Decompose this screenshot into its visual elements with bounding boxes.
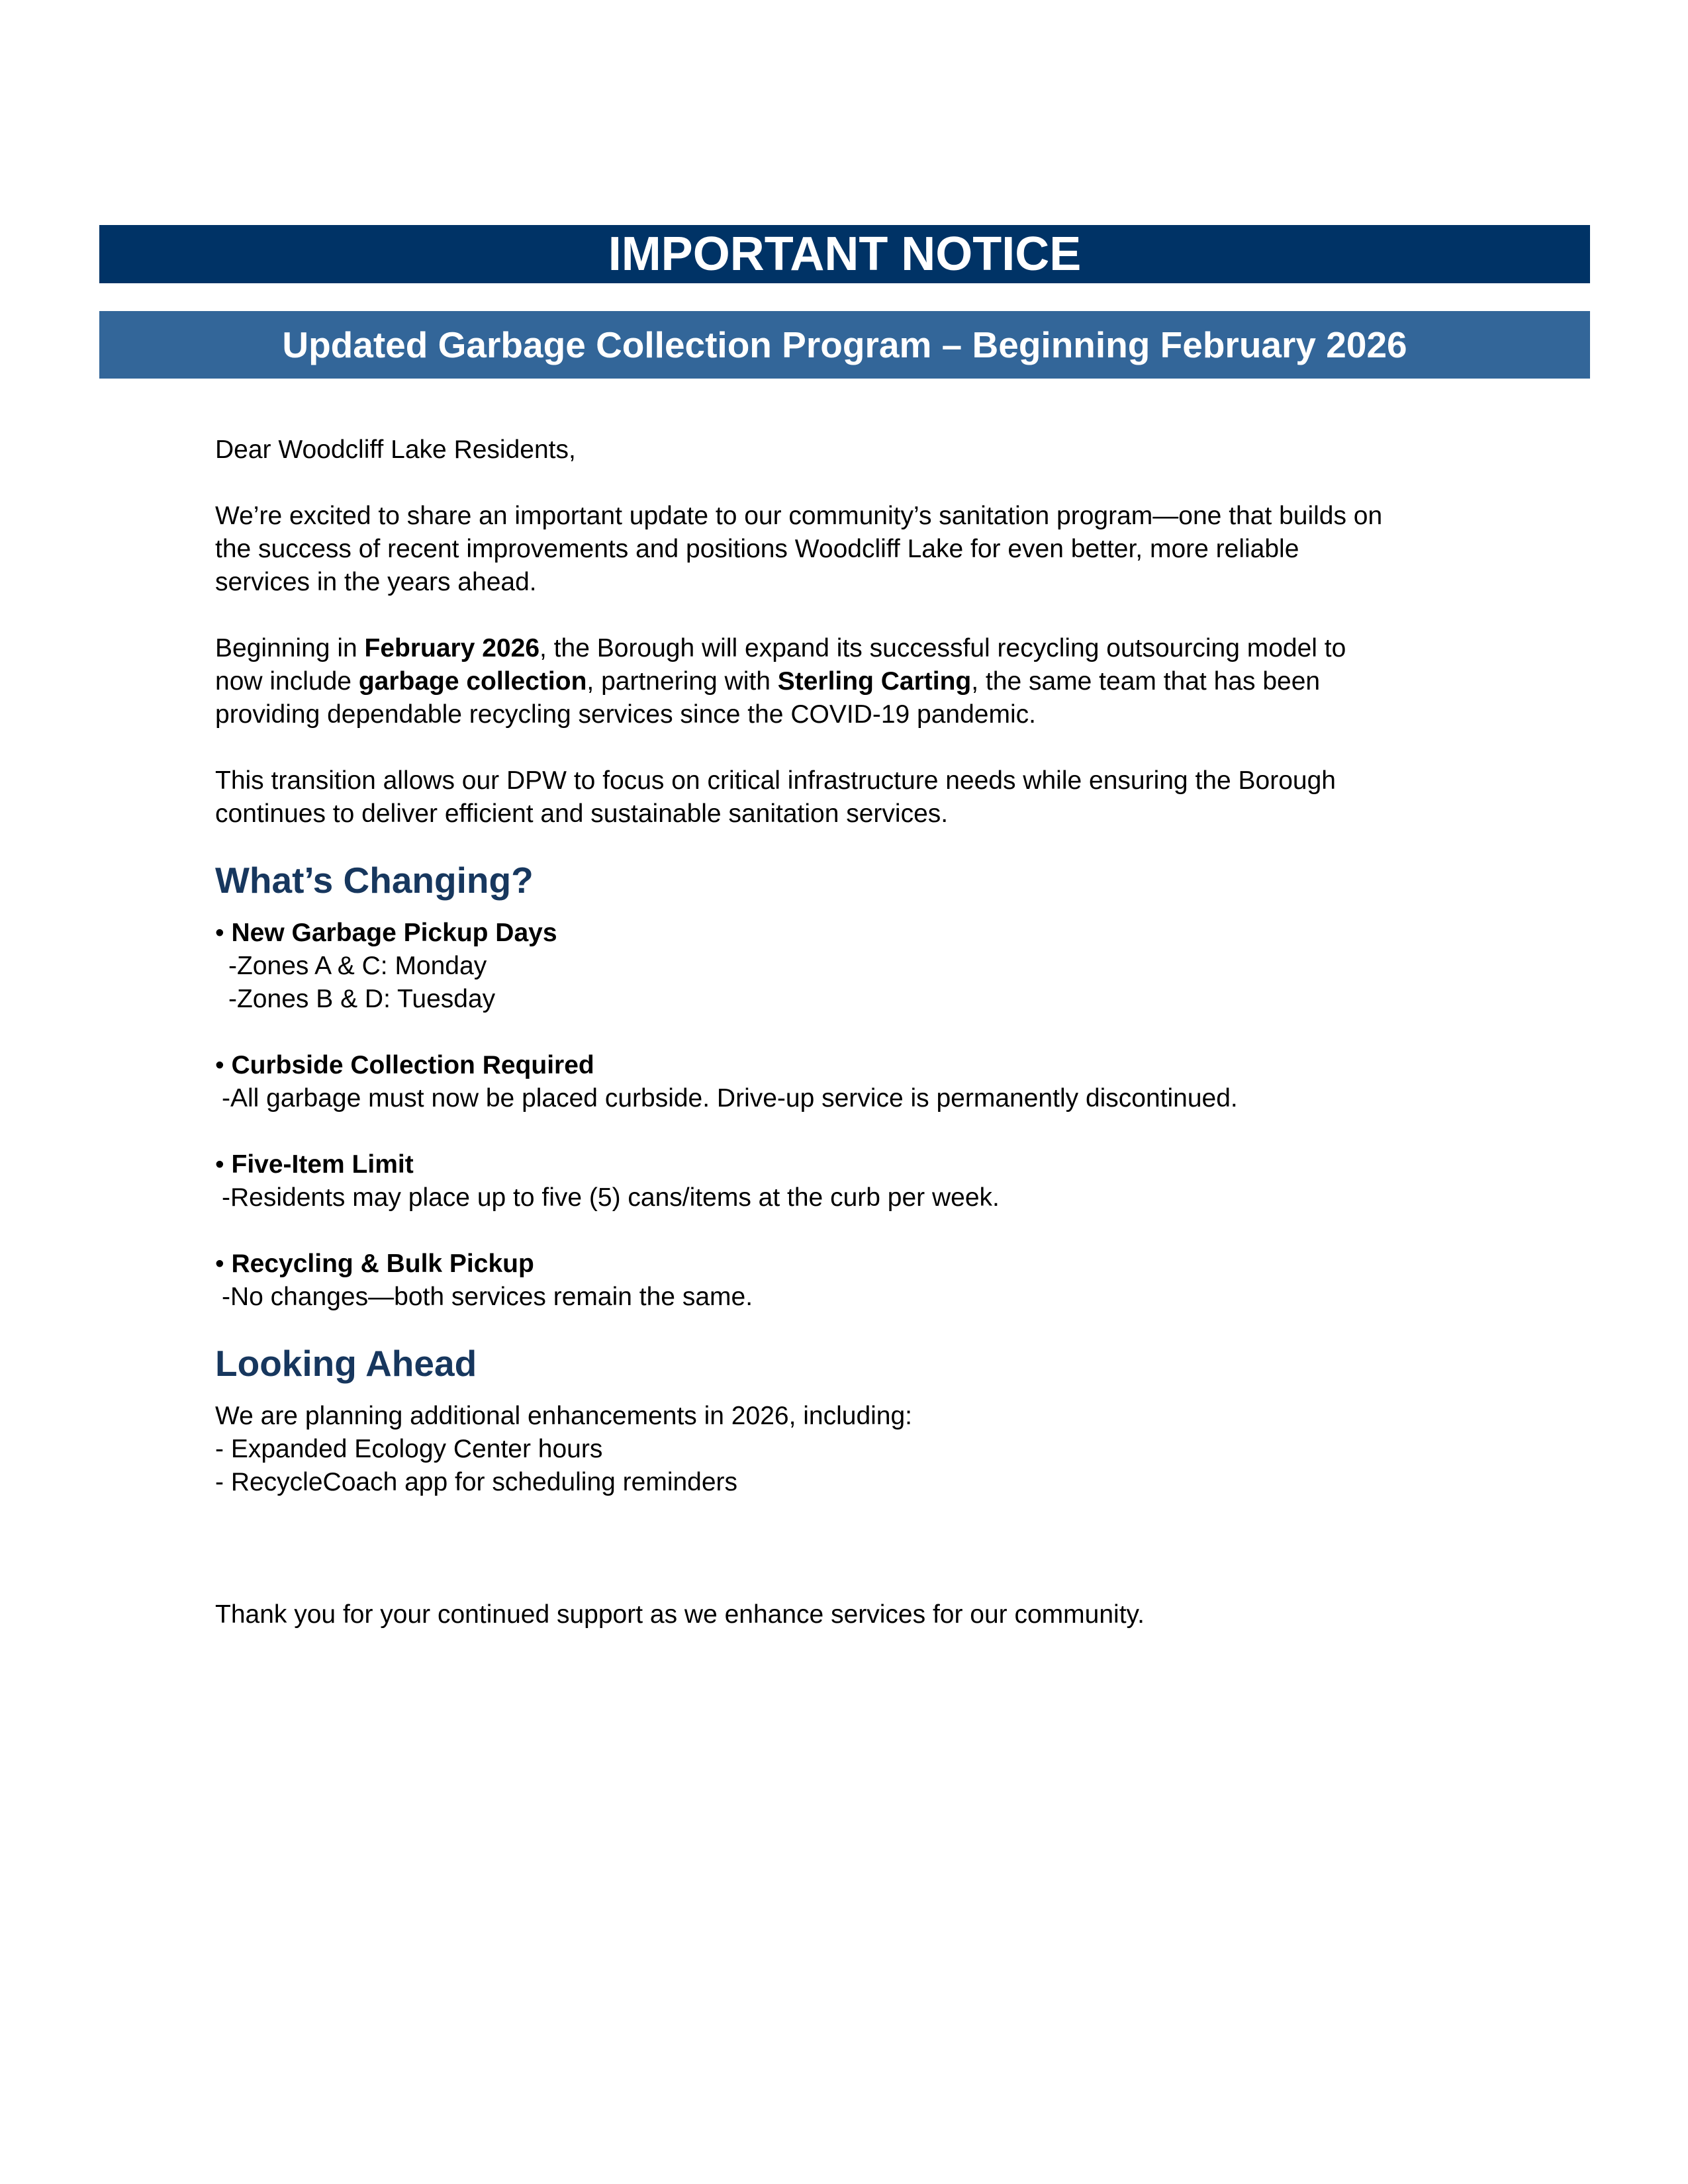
transition-line-1: This transition allows our DPW to focus on critical infrastructure needs while ensuring the Borough [215,766,1336,795]
change-item-detail: -Zones A & C: Monday [228,952,487,980]
letter-body [215,433,1513,1631]
change-item-detail: -Residents may place up to five (5) cans/items at the curb per week. [222,1183,1000,1212]
change-item-detail: -Zones B & D: Tuesday [228,985,496,1013]
closing-line: Thank you for your continued support as we enhance services for our community. [215,1600,1145,1629]
salutation: Dear Woodcliff Lake Residents, [215,435,576,464]
intro-line-3: services in the years ahead. [215,568,537,596]
announcement-line-3: providing dependable recycling services since the COVID-19 pandemic. [215,700,1036,729]
vendor-name: Sterling Carting [777,667,972,696]
change-item-title: • Five-Item Limit [215,1150,414,1179]
intro-line-1: We’re excited to share an important update to our community’s sanitation program—one that builds on [215,502,1383,530]
change-item-title: • New Garbage Pickup Days [215,919,557,947]
transition-line-2: continues to deliver efficient and sustainable sanitation services. [215,799,949,828]
announcement-line-2: now include garbage collection, partnering with Sterling Carting, the same team that has been [215,667,1321,696]
announcement-line-1: Beginning in February 2026, the Borough will expand its successful recycling outsourcing model to [215,634,1346,662]
service-name: garbage collection [358,667,587,696]
change-item-title: • Recycling & Bulk Pickup [215,1250,534,1278]
change-item-title: • Curbside Collection Required [215,1051,594,1079]
intro-line-2: the success of recent improvements and positions Woodcliff Lake for even better, more reliable [215,535,1299,563]
program-subtitle-banner: Updated Garbage Collection Program – Beginning February 2026 [99,311,1590,379]
start-date: February 2026 [364,634,540,662]
important-notice-banner: IMPORTANT NOTICE [99,225,1590,283]
ahead-intro: We are planning additional enhancements in 2026, including: [215,1402,913,1430]
change-item-detail: -No changes—both services remain the same. [222,1283,753,1311]
ahead-list-item: - RecycleCoach app for scheduling reminders [215,1468,738,1496]
whats-changing-heading: What’s Changing? [215,860,534,901]
ahead-list-item: - Expanded Ecology Center hours [215,1435,603,1463]
change-item-detail: -All garbage must now be placed curbside. Drive-up service is permanently discontinued. [222,1084,1238,1113]
looking-ahead-heading: Looking Ahead [215,1343,477,1384]
